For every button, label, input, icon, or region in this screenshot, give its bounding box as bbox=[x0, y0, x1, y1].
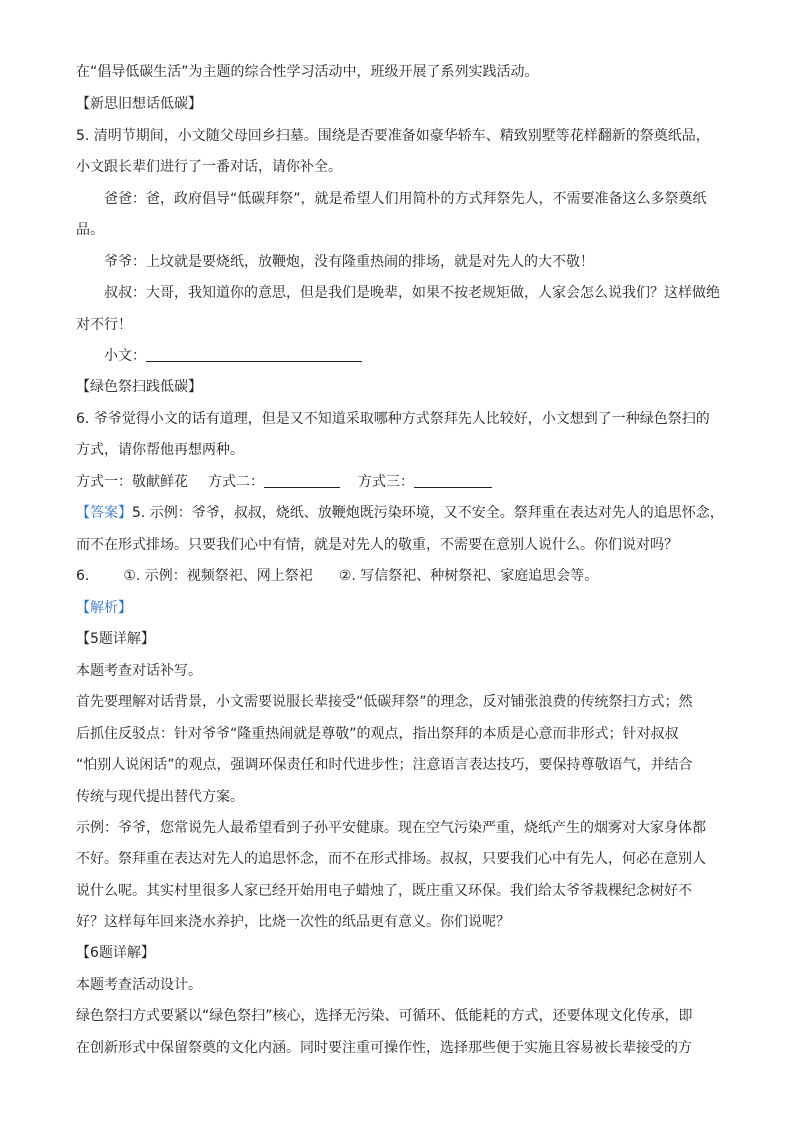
question-6-line-1: 6. 爷爷觉得小文的话有道理，但是又不知道采取哪种方式祭拜先人比较好，小文想到了一种绿色祭扫的 bbox=[76, 411, 710, 427]
answer-blank-way-three bbox=[414, 473, 492, 488]
answer-blank-way-two bbox=[264, 473, 340, 488]
detail-5-para-line-4: 传统与现代提出替代方案。 bbox=[76, 789, 244, 805]
answer-line-1 bbox=[76, 503, 724, 523]
way-three-label: 方式三： bbox=[358, 474, 414, 490]
detail-5-example-line-4: 好？这样每年回来浇水养护，比烧一次性的纸品更有意义。你们说呢？ bbox=[76, 914, 510, 930]
detail-6-para-line-2: 在创新形式中保留祭奠的文化内涵。同时要注重可操作性，选择那些便于实施且容易被长辈接受的方 bbox=[76, 1040, 692, 1056]
detail-5-example-line-3: 说什么呢。其实村里很多人家已经开始用电子蜡烛了，既庄重又环保。我们给太爷爷栽棵纪念树好不 bbox=[76, 883, 692, 899]
detail-5-example-line-1: 示例：爷爷，您常说先人最希望看到子孙平安健康。现在空气污染严重，烧纸产生的烟雾对大家身体都 bbox=[76, 820, 706, 836]
analysis-tag: 【解析】 bbox=[76, 600, 132, 616]
detail-6-intro: 本题考查活动设计。 bbox=[76, 977, 202, 993]
detail-5-intro: 本题考查对话补写。 bbox=[76, 663, 202, 679]
section-heading-green-sweeping: 【绿色祭扫践低碳】 bbox=[76, 379, 202, 395]
question-5-line-1: 5. 清明节期间，小文随父母回乡扫墓。围绕是否要准备如豪华轿车、精致别墅等花样翻新的祭奠纸品， bbox=[76, 128, 710, 144]
section-heading-low-carbon-talk: 【新思旧想话低碳】 bbox=[76, 96, 202, 112]
xiaowen-label: 小文： bbox=[104, 348, 146, 364]
detail-5-title: 【5题详解】 bbox=[76, 631, 155, 647]
answer-6-number: 6. bbox=[76, 568, 90, 584]
answer-6-item-1: ①. 示例：视频祭祀、网上祭祀 bbox=[123, 568, 313, 584]
answer-6 bbox=[76, 566, 598, 586]
dialogue-dad-line-1: 爸爸：爸，政府倡导“低碳拜祭”，就是希望人们用简朴的方式拜祭先人，不需要准备这么多祭奠纸 bbox=[104, 191, 707, 207]
dialogue-uncle-line-2: 对不行！ bbox=[76, 317, 132, 333]
answer-5-text: 5. 示例：爷爷，叔叔，烧纸、放鞭炮既污染环境，又不安全。祭拜重在表达对先人的追思怀念， bbox=[132, 505, 724, 521]
dialogue-grandpa: 爷爷：上坟就是要烧纸，放鞭炮，没有隆重热闹的排场，就是对先人的大不敬！ bbox=[104, 254, 594, 270]
way-one: 方式一：敬献鲜花 bbox=[76, 474, 188, 490]
intro-text: 在“倡导低碳生活”为主题的综合性学习活动中，班级开展了系列实践活动。 bbox=[76, 64, 539, 80]
way-two-label: 方式二： bbox=[208, 474, 264, 490]
dialogue-uncle-line-1: 叔叔：大哥，我知道你的意思，但是我们是晚辈，如果不按老规矩做，人家会怎么说我们？这样做绝 bbox=[104, 285, 720, 301]
detail-6-title: 【6题详解】 bbox=[76, 945, 155, 961]
answer-tag: 【答案】 bbox=[76, 505, 132, 521]
dialogue-xiaowen bbox=[104, 346, 362, 366]
question-5-line-2: 小文跟长辈们进行了一番对话，请你补全。 bbox=[76, 159, 342, 175]
dialogue-dad-line-2: 品。 bbox=[76, 222, 104, 238]
question-6-line-2: 方式，请你帮他再想两种。 bbox=[76, 442, 244, 458]
detail-5-para-line-2: 后抓住反驳点：针对爷爷“隆重热闹就是尊敬”的观点，指出祭拜的本质是心意而非形式；针对叔叔 bbox=[76, 726, 679, 742]
detail-6-para-line-1: 绿色祭扫方式要紧以“绿色祭扫”核心，选择无污染、可循环、低能耗的方式，还要体现文化传承，即 bbox=[76, 1008, 693, 1024]
detail-5-para-line-1: 首先要理解对话背景，小文需要说服长辈接受“低碳拜祭”的理念，反对铺张浪费的传统祭扫方式；然 bbox=[76, 694, 693, 710]
answer-line-2: 而不在形式排场。只要我们心中有情，就是对先人的敬重，不需要在意别人说什么。你们说对吗？ bbox=[76, 537, 678, 553]
detail-5-example-line-2: 不好。祭拜重在表达对先人的追思怀念，而不在形式排场。叔叔，只要我们心中有先人，何必在意别人 bbox=[76, 851, 706, 867]
answer-6-item-2: ②. 写信祭祀、种树祭祀、家庭追思会等。 bbox=[338, 568, 599, 584]
answer-blank-xiaowen bbox=[146, 347, 362, 362]
detail-5-para-line-3: “怕别人说闲话”的观点，强调环保责任和时代进步性；注意语言表达技巧，要保持尊敬语气，并结合 bbox=[76, 757, 693, 773]
question-6-ways bbox=[76, 472, 492, 492]
